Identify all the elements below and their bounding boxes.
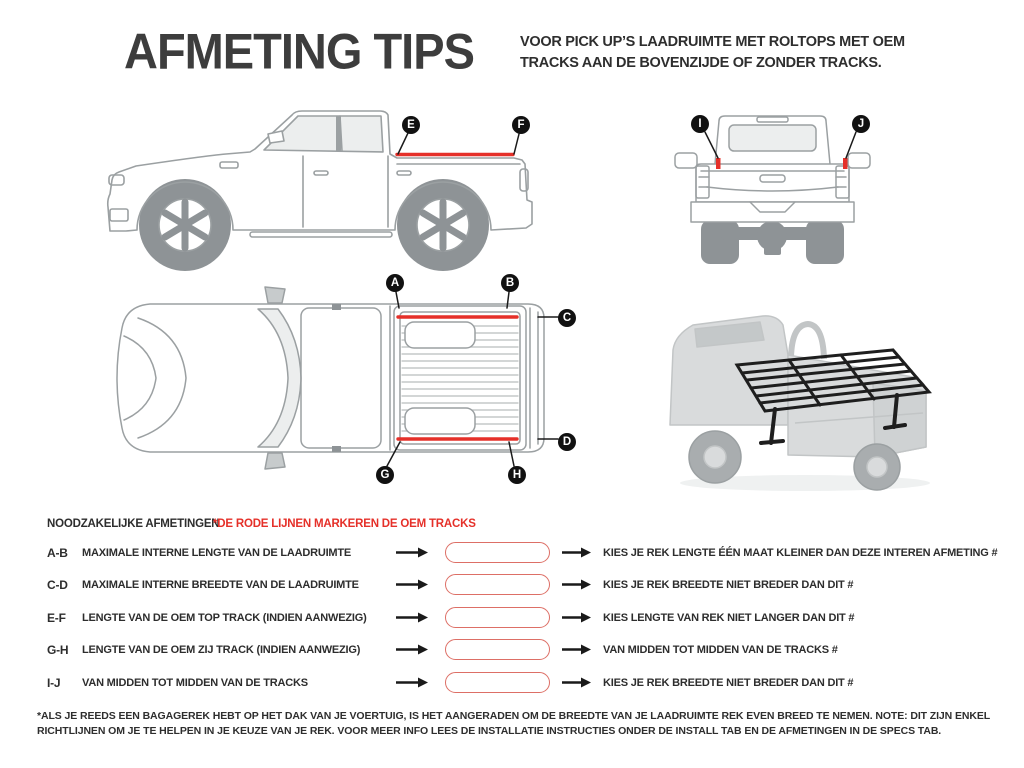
row-advice: KIES LENGTE VAN REK NIET LANGER DAN DIT # [603, 612, 855, 624]
page-subtitle: VOOR PICK UP’S LAADRUIMTE MET ROLTOPS MET OEM TRACKS AAN DE BOVENZIJDE OF ZONDER TRACKS. [520, 34, 905, 71]
arrow-right-icon [396, 644, 428, 655]
oem-tracks-note: *DE RODE LIJNEN MARKEREN DE OEM TRACKS [213, 518, 476, 530]
measure-row-gh [0, 639, 1024, 661]
arrow-right-icon [396, 547, 428, 558]
row-code: E-F [47, 611, 66, 625]
table-heading: NOODZAKELIJKE AFMETINGEN [47, 518, 220, 530]
measure-row-ij [0, 672, 1024, 694]
measure-row-ab [0, 542, 1024, 564]
measurement-field [445, 607, 550, 628]
marker-b: B [501, 274, 519, 292]
footnote: *ALS JE REEDS EEN BAGAGEREK HEBT OP HET DAK VAN JE VOERTUIG, IS HET AANGERADEN OM DE BREEDTE VAN JE LAADRUIMTE REK EVEN BREED TE NEMEN. NOTE: DIT ZIJN ENKEL RICHTLIJNEN OM JE TE HELPEN IN JE KEUZE VAN JE REK. VOOR MEER INFO LEES DE INSTALLATIE INSTRUCTIES ONDER DE INSTALL TAB EN DE AFMETINGEN IN DE SPECS TAB. [37, 710, 990, 737]
row-description: VAN MIDDEN TOT MIDDEN VAN DE TRACKS [82, 677, 308, 689]
arrow-right-icon [562, 579, 591, 590]
measurement-field [445, 672, 550, 693]
arrow-right-icon [396, 579, 428, 590]
marker-f: F [512, 116, 530, 134]
row-code: C-D [47, 578, 68, 592]
arrow-right-icon [562, 677, 591, 688]
row-code: G-H [47, 643, 69, 657]
measurement-field [445, 639, 550, 660]
page-title: AFMETING TIPS [124, 23, 474, 80]
marker-j: J [852, 115, 870, 133]
row-advice: KIES JE REK BREEDTE NIET BREDER DAN DIT # [603, 579, 854, 591]
marker-h: H [508, 466, 526, 484]
measurement-field [445, 542, 550, 563]
marker-d: D [558, 433, 576, 451]
arrow-right-icon [562, 612, 591, 623]
arrow-right-icon [562, 644, 591, 655]
measurement-field [445, 574, 550, 595]
marker-a: A [386, 274, 404, 292]
row-advice: KIES JE REK LENGTE ÉÉN MAAT KLEINER DAN DEZE INTEREN AFMETING # [603, 547, 998, 559]
row-advice: KIES JE REK BREEDTE NIET BREDER DAN DIT # [603, 677, 854, 689]
truck-bed-rack-photo [645, 295, 950, 500]
row-advice: VAN MIDDEN TOT MIDDEN VAN DE TRACKS # [603, 644, 838, 656]
arrow-right-icon [396, 677, 428, 688]
marker-e: E [402, 116, 420, 134]
row-description: MAXIMALE INTERNE LENGTE VAN DE LAADRUIMTE [82, 547, 352, 559]
truck-side-view-diagram [100, 103, 550, 273]
row-description: LENGTE VAN DE OEM ZIJ TRACK (INDIEN AANWEZIG) [82, 644, 361, 656]
measure-row-ef [0, 607, 1024, 629]
arrow-right-icon [562, 547, 591, 558]
row-code: I-J [47, 676, 61, 690]
row-description: LENGTE VAN DE OEM TOP TRACK (INDIEN AANWEZIG) [82, 612, 367, 624]
row-code: A-B [47, 546, 68, 560]
row-description: MAXIMALE INTERNE BREEDTE VAN DE LAADRUIMTE [82, 579, 359, 591]
arrow-right-icon [396, 612, 428, 623]
marker-i: I [691, 115, 709, 133]
marker-c: C [558, 309, 576, 327]
truck-top-view-diagram [110, 278, 570, 478]
marker-g: G [376, 466, 394, 484]
measure-row-cd [0, 574, 1024, 596]
